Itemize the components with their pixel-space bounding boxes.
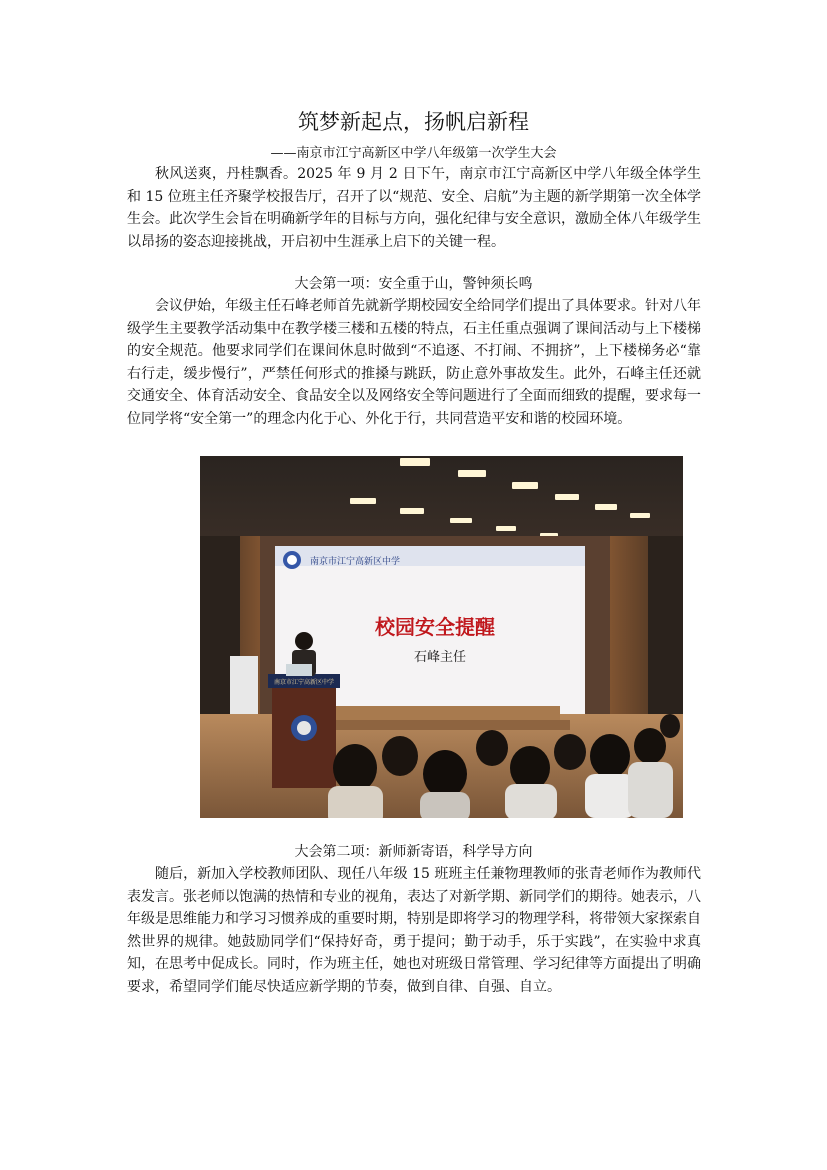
screen-title: 校园安全提醒 [375, 615, 495, 639]
speaker-head [295, 632, 313, 650]
document-subtitle: ——南京市江宁高新区中学八年级第一次学生大会 [270, 146, 557, 161]
podium-label: 南京市江宁高新区中学 [273, 679, 335, 686]
screen-school-name: 南京市江宁高新区中学 [310, 557, 401, 567]
laptop-icon [286, 664, 312, 676]
assembly-photo [200, 456, 683, 818]
section2-heading: 大会第二项：新师新寄语，科学导方向 [294, 844, 533, 860]
intro-paragraph: 秋风送爽，丹桂飘香。2025 年 9 月 2 日下午，南京市江宁高新区中学八年级全体学生和 15 位班主任齐聚学校报告厅，召开了以“规范、安全、启航”为主题的新学期第一次全体学生会。此次学生会旨在明确新学年的目标与方向，强化纪律与安全意识，激励全体八年级学生以昂扬的姿态迎接挑战，开启初中生涯承上启下的关键一程。 [127, 166, 701, 250]
document-title: 筑梦新起点，扬帆启新程 [298, 110, 529, 134]
section2-paragraph: 随后，新加入学校教师团队、现任八年级 15 班班主任兼物理教师的张青老师作为教师代表发言。张老师以饱满的热情和专业的视角，表达了对新学期、新同学们的期待。她表示，八年级是思维能力和学习习惯养成的重要时期，特别是即将学习的物理学科，将带领大家探索自然世界的规律。她鼓励同学们“保持好奇，勇于提问；勤于动手，乐于实践”，在实验中求真知，在思考中促成长。同时，作为班主任，她也对班级日常管理、学习纪律等方面提出了明确要求，希望同学们能尽快适应新学期的节奏，做到自律、自强、自立。 [127, 866, 701, 995]
section1-paragraph: 会议伊始，年级主任石峰老师首先就新学期校园安全给同学们提出了具体要求。针对八年级学生主要教学活动集中在教学楼三楼和五楼的特点，石主任重点强调了课间活动与上下楼梯的安全规范。他要求同学们在课间休息时做到“不追逐、不打闹、不拥挤”，上下楼梯务必“靠右行走，缓步慢行”，严禁任何形式的推搡与跳跃，防止意外事故发生。此外，石峰主任还就交通安全、体育活动安全、食品安全以及网络安全等问题进行了全面而细致的提醒，要求每一位同学将“安全第一”的理念内化于心、外化于行，共同营造平安和谐的校园环境。 [127, 298, 701, 427]
screen-speaker: 石峰主任 [413, 650, 467, 665]
section1-heading: 大会第一项：安全重于山，警钟须长鸣 [294, 276, 533, 292]
